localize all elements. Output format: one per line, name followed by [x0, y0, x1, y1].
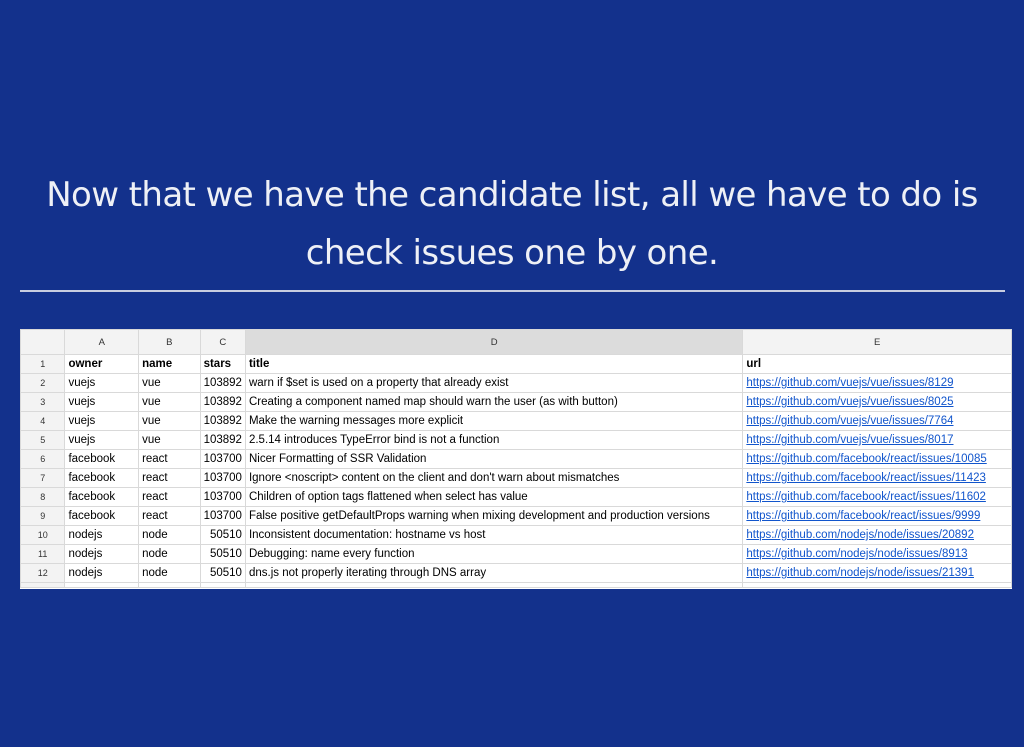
cell-url-link[interactable]: https://github.com/vuejs/vue/issues/8017 [743, 431, 1012, 450]
table-row [21, 488, 1012, 507]
cell-name[interactable]: react [139, 507, 201, 526]
row-number[interactable]: 7 [21, 469, 65, 488]
title-divider [20, 290, 1005, 292]
cell-partial[interactable] [743, 583, 1012, 588]
row-number[interactable]: 8 [21, 488, 65, 507]
cell-name[interactable]: node [139, 526, 201, 545]
slide-title-line-2: check issues one by one. [305, 233, 719, 273]
cell-owner[interactable]: facebook [65, 507, 139, 526]
cell-title[interactable]: Creating a component named map should warn the user (as with button) [245, 393, 742, 412]
table-row [21, 545, 1012, 564]
table-row [21, 412, 1012, 431]
header-data-row [21, 355, 1012, 374]
cell-stars[interactable]: 103892 [200, 374, 245, 393]
column-header-e[interactable]: E [743, 330, 1012, 355]
cell-name[interactable]: node [139, 564, 201, 583]
cell-name[interactable]: react [139, 469, 201, 488]
row-number[interactable]: 5 [21, 431, 65, 450]
cell-url-link[interactable]: https://github.com/facebook/react/issues/10085 [743, 450, 1012, 469]
cell-url-link[interactable]: https://github.com/facebook/react/issues/11423 [743, 469, 1012, 488]
cell-name-header[interactable]: name [139, 355, 201, 374]
row-number[interactable]: 12 [21, 564, 65, 583]
table-row [21, 469, 1012, 488]
table-row [21, 526, 1012, 545]
cell-owner-header[interactable]: owner [65, 355, 139, 374]
cell-title[interactable]: dns.js not properly iterating through DNS array [245, 564, 742, 583]
cell-url-link[interactable]: https://github.com/vuejs/vue/issues/8129 [743, 374, 1012, 393]
cell-url-link[interactable]: https://github.com/facebook/react/issues/11602 [743, 488, 1012, 507]
cell-url-link[interactable]: https://github.com/nodejs/node/issues/8913 [743, 545, 1012, 564]
row-number[interactable]: 4 [21, 412, 65, 431]
cell-title[interactable]: Children of option tags flattened when select has value [245, 488, 742, 507]
column-header-b[interactable]: B [139, 330, 201, 355]
column-header-c[interactable]: C [200, 330, 245, 355]
cell-title[interactable]: Ignore <noscript> content on the client and don't warn about mismatches [245, 469, 742, 488]
cell-url-link[interactable]: https://github.com/nodejs/node/issues/20892 [743, 526, 1012, 545]
table-row [21, 374, 1012, 393]
cell-title[interactable]: False positive getDefaultProps warning when mixing development and production versions [245, 507, 742, 526]
cell-name[interactable]: vue [139, 393, 201, 412]
row-number[interactable]: 9 [21, 507, 65, 526]
cell-url-link[interactable]: https://github.com/nodejs/node/issues/21391 [743, 564, 1012, 583]
cell-title[interactable]: 2.5.14 introduces TypeError bind is not a function [245, 431, 742, 450]
table-row [21, 507, 1012, 526]
cell-stars[interactable]: 103700 [200, 507, 245, 526]
cell-partial[interactable] [245, 583, 742, 588]
cell-title[interactable]: Make the warning messages more explicit [245, 412, 742, 431]
cell-owner[interactable]: facebook [65, 469, 139, 488]
cell-url-link[interactable]: https://github.com/vuejs/vue/issues/8025 [743, 393, 1012, 412]
cell-title[interactable]: warn if $set is used on a property that already exist [245, 374, 742, 393]
cell-stars[interactable]: 103700 [200, 488, 245, 507]
row-number[interactable]: 10 [21, 526, 65, 545]
cell-name[interactable]: vue [139, 431, 201, 450]
slide-title [0, 166, 1024, 282]
spreadsheet-grid [20, 329, 1012, 588]
cell-stars[interactable]: 50510 [200, 545, 245, 564]
slide-title-line-1: Now that we have the candidate list, all we have to do is [46, 175, 978, 215]
row-number-partial[interactable] [21, 583, 65, 588]
column-header-a[interactable]: A [65, 330, 139, 355]
cell-stars[interactable]: 50510 [200, 526, 245, 545]
cell-stars[interactable]: 103892 [200, 412, 245, 431]
cell-stars[interactable]: 50510 [200, 564, 245, 583]
cell-url-link[interactable]: https://github.com/facebook/react/issues/9999 [743, 507, 1012, 526]
cell-partial[interactable] [200, 583, 245, 588]
cell-name[interactable]: node [139, 545, 201, 564]
cell-title[interactable]: Inconsistent documentation: hostname vs host [245, 526, 742, 545]
column-header-d[interactable]: D [245, 330, 742, 355]
cell-owner[interactable]: vuejs [65, 374, 139, 393]
row-number[interactable]: 6 [21, 450, 65, 469]
cell-name[interactable]: vue [139, 412, 201, 431]
table-row [21, 564, 1012, 583]
cell-url-header[interactable]: url [743, 355, 1012, 374]
cell-owner[interactable]: nodejs [65, 545, 139, 564]
cell-name[interactable]: react [139, 450, 201, 469]
row-number[interactable]: 2 [21, 374, 65, 393]
cell-title-header[interactable]: title [245, 355, 742, 374]
row-number[interactable]: 3 [21, 393, 65, 412]
cell-name[interactable]: vue [139, 374, 201, 393]
cell-owner[interactable]: vuejs [65, 393, 139, 412]
cell-stars[interactable]: 103700 [200, 450, 245, 469]
cell-owner[interactable]: facebook [65, 488, 139, 507]
partial-row [21, 583, 1012, 588]
cell-stars[interactable]: 103892 [200, 393, 245, 412]
column-header-row [21, 330, 1012, 355]
cell-url-link[interactable]: https://github.com/vuejs/vue/issues/7764 [743, 412, 1012, 431]
table-row [21, 431, 1012, 450]
spreadsheet [20, 329, 1012, 589]
cell-owner[interactable]: facebook [65, 450, 139, 469]
cell-stars[interactable]: 103700 [200, 469, 245, 488]
select-all-corner[interactable] [21, 330, 65, 355]
row-number[interactable]: 11 [21, 545, 65, 564]
cell-partial[interactable] [139, 583, 201, 588]
row-number[interactable]: 1 [21, 355, 65, 374]
cell-owner[interactable]: vuejs [65, 412, 139, 431]
table-row [21, 393, 1012, 412]
cell-name[interactable]: react [139, 488, 201, 507]
cell-owner[interactable]: vuejs [65, 431, 139, 450]
cell-title[interactable]: Nicer Formatting of SSR Validation [245, 450, 742, 469]
cell-owner[interactable]: nodejs [65, 526, 139, 545]
cell-stars-header[interactable]: stars [200, 355, 245, 374]
cell-partial[interactable] [65, 583, 139, 588]
cell-stars[interactable]: 103892 [200, 431, 245, 450]
cell-title[interactable]: Debugging: name every function [245, 545, 742, 564]
table-row [21, 450, 1012, 469]
cell-owner[interactable]: nodejs [65, 564, 139, 583]
